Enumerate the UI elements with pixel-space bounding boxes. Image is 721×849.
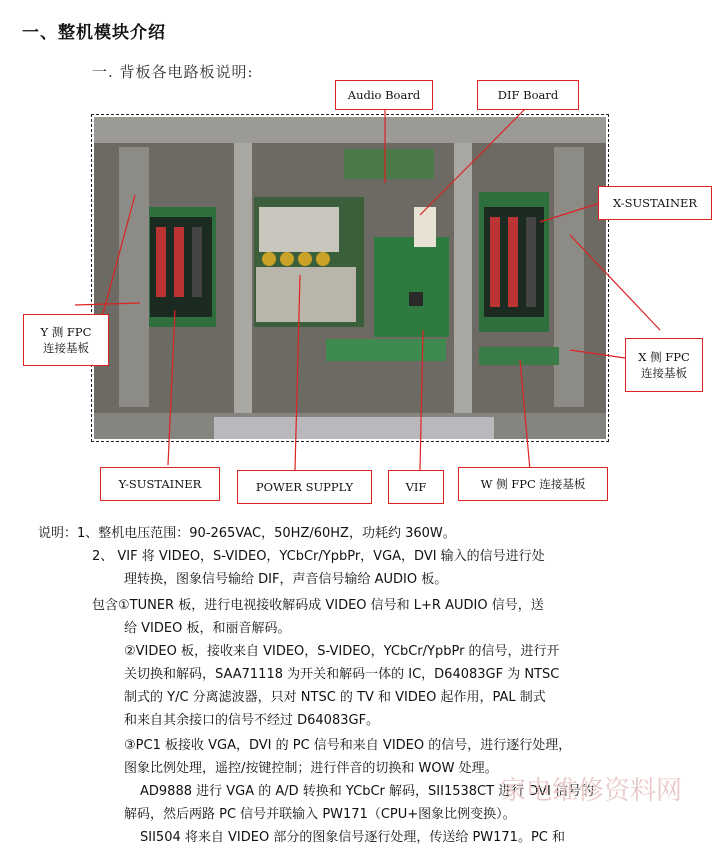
note-line-12: AD9888 进行 VGA 的 A/D 转换和 YCbCr 解码，SII1538CT 进行 DVI 信号的 — [140, 784, 594, 799]
note-line-1: 说明：1、整机电压范围：90-265VAC，50HZ/60HZ，功耗约 360W。 — [38, 526, 456, 541]
watermark: 家电维修资料网 — [500, 776, 683, 806]
x-fpc-label-line2: 连接基板 — [641, 366, 687, 380]
vif-label: VIF — [388, 470, 444, 504]
note-line-7: 关切换和解码，SAA71118 为开关和解码一体的 IC，D64083GF 为 NTSC — [124, 667, 560, 682]
y-sustainer-label: Y-SUSTAINER — [100, 467, 220, 501]
x-fpc-label-line1: X 侧 FPC — [638, 350, 690, 364]
note-line-3: 理转换，图象信号输给 DIF，声音信号输给 AUDIO 板。 — [124, 572, 448, 587]
note-line-13: 解码，然后两路 PC 信号并联输入 PW171（CPU+图象比例变换）。 — [124, 807, 516, 822]
power-supply-label: POWER SUPPLY — [237, 470, 372, 504]
note-line-2: 2、 VIF 将 VIDEO，S-VIDEO，YCbCr/YpbPr，VGA，DVI 输入的信号进行处 — [92, 549, 545, 564]
subsection-heading: 一. 背板各电路板说明: — [92, 63, 254, 81]
section-heading: 一、整机模块介绍 — [22, 23, 166, 43]
note-line-10: ③PC1 板接收 VGA，DVI 的 PC 信号和来自 VIDEO 的信号，进行逐行处理， — [124, 738, 572, 753]
note-line-5: 给 VIDEO 板，和丽音解码。 — [124, 621, 291, 636]
y-fpc-label-line1: Y 测 FPC — [40, 325, 92, 339]
y-fpc-label — [23, 314, 109, 366]
note-line-6: ②VIDEO 板，接收来自 VIDEO，S-VIDEO，YCbCr/YpbPr 的信号，进行开 — [124, 644, 560, 659]
note-line-9: 和来自其余接口的信号不经过 D64083GF。 — [124, 713, 380, 728]
w-fpc-label: W 侧 FPC 连接基板 — [458, 467, 608, 501]
note-line-8: 制式的 Y/C 分离滤波器，只对 NTSC 的 TV 和 VIDEO 起作用，PAL 制式 — [124, 690, 546, 705]
note-line-11: 图象比例处理，遥控/按键控制；进行伴音的切换和 WOW 处理。 — [124, 761, 498, 776]
note-line-14: SII504 将来自 VIDEO 部分的图象信号逐行处理，传送给 PW171。PC 和 — [140, 830, 566, 845]
audio-board-label: Audio Board — [335, 80, 433, 110]
y-fpc-label-line2: 连接基板 — [43, 341, 89, 355]
note-line-4: 包含①TUNER 板，进行电视接收解码成 VIDEO 信号和 L+R AUDIO 信号，送 — [92, 598, 544, 613]
x-sustainer-label: X-SUSTAINER — [598, 186, 712, 220]
dashed-frame — [91, 114, 609, 442]
dif-board-label: DIF Board — [477, 80, 579, 110]
x-fpc-label — [625, 338, 703, 392]
